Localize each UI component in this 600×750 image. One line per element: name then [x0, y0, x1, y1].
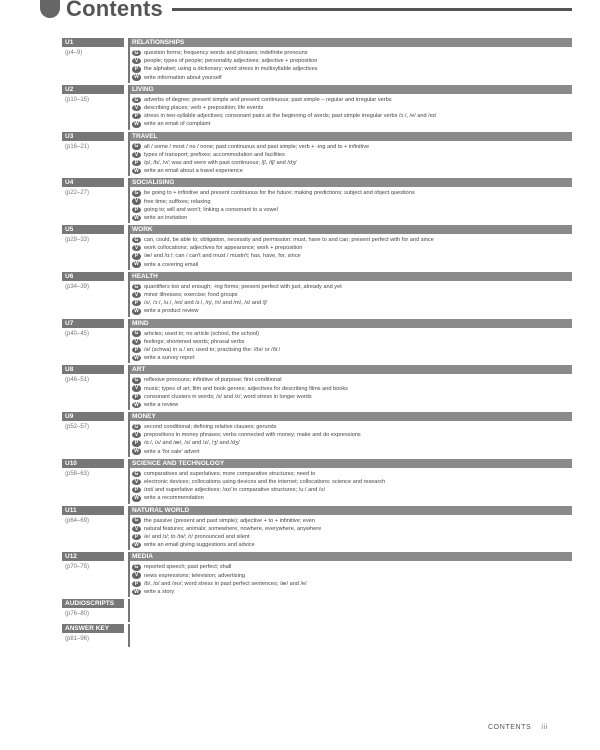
unit-label: U5: [62, 225, 124, 234]
item-text: second conditional; defining relative clauses; gerunds: [144, 424, 277, 431]
list-item: [132, 261, 572, 269]
list-item: [132, 65, 572, 73]
list-item: [132, 112, 572, 120]
unit-content-column: [128, 506, 572, 551]
section-marker-icon: P: [132, 581, 141, 587]
list-item: [132, 517, 572, 525]
unit-block: [62, 412, 572, 457]
item-text: work collocations; adjectives for appearance; work + preposition: [144, 245, 303, 252]
list-item: [132, 533, 572, 541]
section-marker-icon: W: [132, 355, 141, 361]
item-text: reported speech; past perfect; shall: [144, 564, 232, 571]
list-item: [132, 448, 572, 456]
unit-content-column: [128, 178, 572, 223]
list-item: [132, 486, 572, 494]
list-item: [132, 580, 572, 588]
list-item: [132, 291, 572, 299]
item-text: comparatives and superlatives; more comparative structures; need to: [144, 470, 316, 477]
item-text: people; types of people; personality adjectives; adjective + preposition: [144, 58, 318, 65]
unit-label-column: [62, 412, 124, 457]
section-marker-icon: P: [132, 300, 141, 306]
list-item: [132, 197, 572, 205]
item-text: can, could, be able to; obligation, necessity and permission: must, have to and can; present perfect with for and since: [144, 237, 434, 244]
item-text: write a story: [144, 588, 175, 595]
unit-pages: (p4–9): [65, 50, 83, 56]
section-marker-icon: W: [132, 261, 141, 267]
item-text: write an email about a travel experience: [144, 168, 243, 175]
section-marker-icon: W: [132, 402, 141, 408]
section-marker-icon: W: [132, 215, 141, 221]
list-item: [132, 159, 572, 167]
unit-content-column: [128, 38, 572, 83]
list-item: [132, 167, 572, 175]
unit-block: [62, 624, 572, 647]
unit-label: ANSWER KEY: [62, 624, 124, 633]
list-item: [132, 494, 572, 502]
unit-block: [62, 132, 572, 177]
item-text: minor illnesses; exercise; food groups: [144, 292, 238, 299]
section-marker-icon: P: [132, 160, 141, 166]
list-item: [132, 244, 572, 252]
contents-table: [62, 38, 572, 647]
list-item: [132, 423, 572, 431]
section-marker-icon: G: [132, 237, 141, 243]
section-marker-icon: G: [132, 564, 141, 570]
list-item: [132, 384, 572, 392]
section-marker-icon: V: [132, 385, 141, 391]
unit-content-column: [128, 319, 572, 364]
list-item: [132, 307, 572, 315]
list-item: [132, 330, 572, 338]
unit-block: [62, 506, 572, 551]
list-item: [132, 525, 572, 533]
list-item: [132, 236, 572, 244]
list-item: [132, 354, 572, 362]
section-marker-icon: G: [132, 50, 141, 56]
unit-label-column: [62, 506, 124, 551]
item-text: quantifiers too and enough; -ing forms; present perfect with just, already and yet: [144, 283, 342, 290]
list-item: [132, 439, 572, 447]
item-text: write a review: [144, 401, 179, 408]
section-marker-icon: V: [132, 105, 141, 111]
unit-pages: (p70–75): [65, 564, 90, 571]
section-marker-icon: W: [132, 542, 141, 548]
unit-pages: (p76–80): [65, 611, 90, 617]
section-marker-icon: P: [132, 347, 141, 353]
section-marker-icon: G: [132, 143, 141, 149]
list-item: [132, 478, 572, 486]
list-item: [132, 346, 572, 354]
list-item: [132, 49, 572, 57]
item-text: stress in two-syllable adjectives; consonant pairs at the beginning of words; past simple irregular verbs /ɔː/, /e/ and /eɪ/: [144, 113, 437, 120]
item-text: the alphabet; using a dictionary; word stress in multisyllable adjectives: [144, 66, 318, 73]
item-text: question forms; frequency words and phrases; indefinite pronouns: [144, 50, 308, 57]
list-item: [132, 283, 572, 291]
unit-pages: (p10–15): [65, 96, 90, 103]
item-text: /ʌ/, /ɔː/, /uː/, /eɪ/ and /ɜː/, /ŋ/, /n/ and /m/, /s/ and /ʃ/: [144, 300, 268, 307]
unit-topic: TRAVEL: [130, 132, 572, 141]
section-marker-icon: G: [132, 330, 141, 336]
section-marker-icon: V: [132, 479, 141, 485]
unit-pages: (p40–45): [65, 330, 90, 337]
list-item: [132, 214, 572, 222]
item-text: write a covering email: [144, 261, 199, 268]
unit-block: [62, 319, 572, 364]
unit-label: U10: [62, 459, 124, 468]
section-marker-icon: V: [132, 198, 141, 204]
unit-block: [62, 459, 572, 504]
header-badge: [40, 0, 60, 18]
section-marker-icon: G: [132, 284, 141, 290]
unit-label-column: [62, 132, 124, 177]
unit-label: AUDIOSCRIPTS: [62, 599, 124, 608]
section-marker-icon: P: [132, 440, 141, 446]
item-text: write a survey report: [144, 355, 195, 362]
item-text: write a 'for sale' advert: [144, 448, 200, 455]
unit-label-column: [62, 599, 124, 622]
unit-label-column: [62, 272, 124, 317]
item-text: /ɪst/ and superlative adjectives; /əz/ in comparative structures; /uː/ and /ʊ/: [144, 487, 326, 494]
unit-label-column: [62, 365, 124, 410]
section-marker-icon: G: [132, 97, 141, 103]
item-text: write information about yourself: [144, 74, 222, 81]
section-marker-icon: G: [132, 424, 141, 430]
section-marker-icon: P: [132, 394, 141, 400]
list-item: [132, 206, 572, 214]
unit-pages: (p52–57): [65, 424, 90, 430]
unit-content-column: [128, 132, 572, 177]
item-text: adverbs of degree; present simple and present continuous; past simple – regular and irregular verbs: [144, 96, 392, 103]
page-title: Contents: [66, 0, 163, 21]
page-header: [0, 0, 600, 22]
unit-topic: MIND: [130, 319, 572, 328]
item-text: /b/, /ɒ/ and /əʊ/; word stress in past perfect sentences; /æ/ and /e/: [144, 580, 307, 587]
section-marker-icon: V: [132, 245, 141, 251]
item-text: all / some / most / no / none; past continuous and past simple; verb + -ing and to + infinitive: [144, 143, 370, 150]
unit-topic: SOCIALISING: [130, 178, 572, 187]
header-rule: [172, 8, 572, 11]
page-number: iii: [541, 724, 548, 731]
list-item: [132, 299, 572, 307]
item-text: natural features; animals; somewhere, nowhere, everywhere, anywhere: [144, 525, 322, 532]
item-text: write a recommendation: [144, 495, 204, 502]
unit-content-column: [128, 552, 572, 597]
unit-content-column: [128, 599, 572, 622]
unit-label-column: [62, 624, 124, 647]
section-marker-icon: W: [132, 168, 141, 174]
item-text: news expressions; television; advertising: [144, 572, 246, 579]
item-text: describing places; verb + preposition; life events: [144, 105, 264, 112]
unit-pages: (p58–63): [65, 470, 90, 477]
unit-pages: (p28–33): [65, 237, 90, 243]
item-text: write an email of complaint: [144, 121, 211, 128]
page-footer: [488, 724, 548, 731]
list-item: [132, 563, 572, 571]
unit-block: [62, 272, 572, 317]
unit-pages: (p16–21): [65, 143, 90, 150]
unit-label-column: [62, 225, 124, 270]
unit-label: U2: [62, 85, 124, 94]
item-text: consonant clusters in words; /s/ and /z/; word stress in longer words: [144, 393, 312, 400]
section-marker-icon: V: [132, 339, 141, 345]
item-text: electronic devices; collocations using devices and the internet; collocations: science and research: [144, 479, 386, 486]
item-text: /p/, /b/, /v/; was and were with past continuous; /ʃ/, /tʃ/ and /dʒ/: [144, 159, 297, 166]
item-text: going to; will and won't; linking a consonant to a vowel: [144, 206, 278, 213]
unit-topic: ART: [130, 365, 572, 374]
list-item: [132, 120, 572, 128]
item-text: /ə/ (schwa) in a / an; used to; practising the: /ðə/ or /ðiː/: [144, 346, 281, 353]
item-text: types of transport; prefixes; accommodation and facilities: [144, 151, 285, 158]
unit-topic: RELATIONSHIPS: [130, 38, 572, 47]
unit-block: [62, 365, 572, 410]
unit-label-column: [62, 38, 124, 83]
item-text: prepositions in money phrases; verbs connected with money; make and do expressions: [144, 432, 361, 439]
list-item: [132, 541, 572, 549]
list-item: [132, 571, 572, 579]
unit-label-column: [62, 319, 124, 364]
section-marker-icon: W: [132, 495, 141, 501]
unit-block: [62, 552, 572, 597]
section-marker-icon: W: [132, 448, 141, 454]
unit-topic: LIVING: [130, 85, 572, 94]
section-marker-icon: P: [132, 207, 141, 213]
unit-label: U1: [62, 38, 124, 47]
section-marker-icon: W: [132, 589, 141, 595]
unit-content-column: [128, 459, 572, 504]
unit-topic: WORK: [130, 225, 572, 234]
list-item: [132, 376, 572, 384]
unit-content-column: [128, 412, 572, 457]
unit-label: U4: [62, 178, 124, 187]
list-item: [132, 588, 572, 596]
item-text: feelings; shortened words; phrasal verbs: [144, 338, 245, 345]
list-item: [132, 470, 572, 478]
unit-topic: MEDIA: [130, 552, 572, 561]
list-item: [132, 338, 572, 346]
section-marker-icon: V: [132, 526, 141, 532]
list-item: [132, 74, 572, 82]
section-marker-icon: W: [132, 308, 141, 314]
item-text: /ɑː/, /ʌ/ and /æ/, /s/ and /z/, /ʒ/ and /dʒ/: [144, 440, 240, 447]
item-text: free time; suffixes; relaxing: [144, 198, 211, 205]
section-marker-icon: V: [132, 152, 141, 158]
unit-pages: (p34–39): [65, 283, 90, 290]
unit-block: [62, 225, 572, 270]
list-item: [132, 104, 572, 112]
list-item: [132, 393, 572, 401]
unit-block: [62, 38, 572, 83]
footer-label: CONTENTS: [488, 724, 532, 731]
unit-topic: HEALTH: [130, 272, 572, 281]
section-marker-icon: W: [132, 74, 141, 80]
list-item: [132, 57, 572, 65]
unit-content-column: [128, 85, 572, 130]
list-item: [132, 252, 572, 260]
item-text: music; types of art; film and book genres; adjectives for describing films and books: [144, 385, 348, 392]
section-marker-icon: P: [132, 113, 141, 119]
unit-content-column: [128, 365, 572, 410]
unit-label: U9: [62, 412, 124, 421]
section-marker-icon: G: [132, 190, 141, 196]
section-marker-icon: V: [132, 58, 141, 64]
section-marker-icon: P: [132, 253, 141, 259]
unit-pages: (p81–96): [65, 636, 90, 642]
unit-pages: (p46–51): [65, 377, 90, 384]
section-marker-icon: P: [132, 487, 141, 493]
unit-content-column: [128, 225, 572, 270]
unit-label: U6: [62, 272, 124, 281]
unit-label: U3: [62, 132, 124, 141]
unit-block: [62, 178, 572, 223]
item-text: write an email giving suggestions and advice: [144, 542, 255, 549]
unit-block: [62, 85, 572, 130]
section-marker-icon: P: [132, 534, 141, 540]
unit-block: [62, 599, 572, 622]
item-text: reflexive pronouns; infinitive of purpose; first conditional: [144, 377, 282, 384]
unit-pages: (p64–69): [65, 517, 90, 524]
list-item: [132, 431, 572, 439]
unit-pages: (p22–27): [65, 190, 90, 197]
unit-label: U11: [62, 506, 124, 515]
section-marker-icon: P: [132, 66, 141, 72]
unit-label-column: [62, 85, 124, 130]
unit-label: U12: [62, 552, 124, 561]
section-marker-icon: W: [132, 121, 141, 127]
section-marker-icon: G: [132, 377, 141, 383]
item-text: the passive (present and past simple); adjective + to + infinitive; even: [144, 517, 316, 524]
section-marker-icon: V: [132, 432, 141, 438]
unit-content-column: [128, 272, 572, 317]
unit-topic: SCIENCE AND TECHNOLOGY: [130, 459, 572, 468]
section-marker-icon: G: [132, 517, 141, 523]
unit-topic: NATURAL WORLD: [130, 506, 572, 515]
section-marker-icon: V: [132, 292, 141, 298]
list-item: [132, 401, 572, 409]
list-item: [132, 151, 572, 159]
item-text: /e/ and /ɪ/; to /tə/; /r/ pronounced and silent: [144, 533, 250, 540]
unit-label: U7: [62, 319, 124, 328]
item-text: articles; used to; no article (school, the school): [144, 330, 260, 337]
unit-label-column: [62, 459, 124, 504]
section-marker-icon: G: [132, 471, 141, 477]
unit-topic: MONEY: [130, 412, 572, 421]
list-item: [132, 96, 572, 104]
list-item: [132, 143, 572, 151]
unit-label: U8: [62, 365, 124, 374]
unit-content-column: [128, 624, 572, 647]
item-text: /æ/ and /ɑː/; can / can't and must / mustn't; has, have, for, since: [144, 253, 301, 260]
section-marker-icon: V: [132, 572, 141, 578]
unit-label-column: [62, 552, 124, 597]
unit-label-column: [62, 178, 124, 223]
item-text: write a product review: [144, 308, 199, 315]
item-text: write an invitation: [144, 214, 188, 221]
item-text: be going to + infinitive and present continuous for the future; making predictions; subject and object questions: [144, 190, 415, 197]
list-item: [132, 189, 572, 197]
